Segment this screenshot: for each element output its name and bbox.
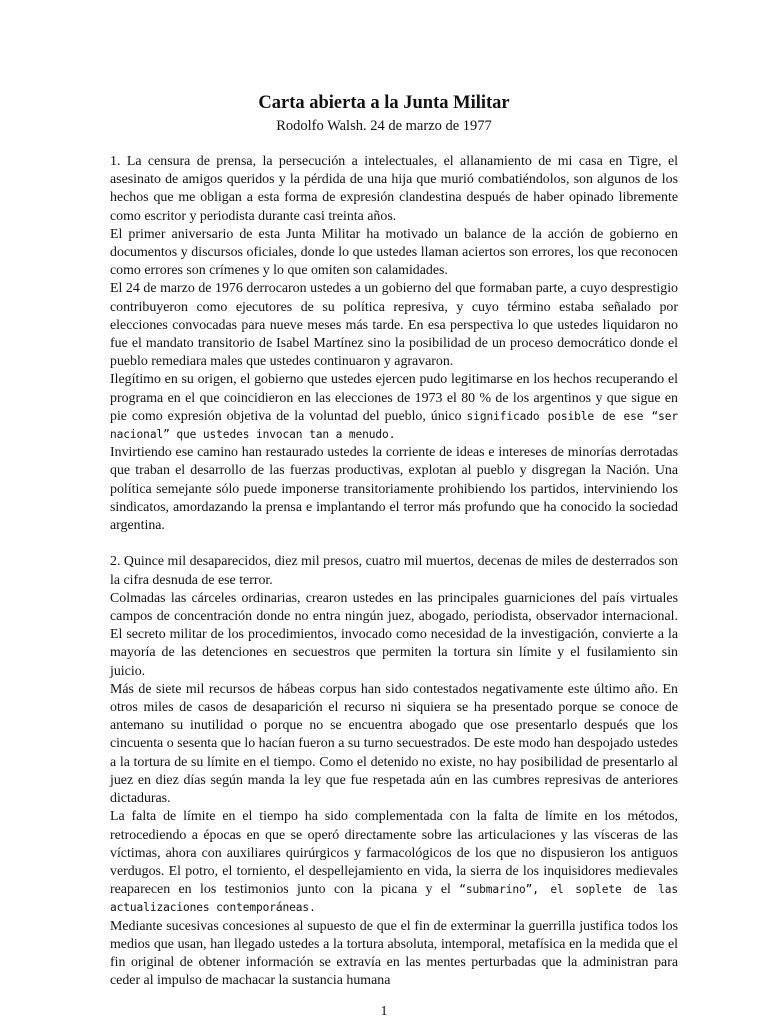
paragraph-4 <box>110 371 678 444</box>
paragraph-5: Invirtiendo ese camino han restaurado ustedes la corriente de ideas e intereses de minorías derrotadas que traban el desarrollo de las fuerzas productivas, explotan al pueblo y disgregan la Nación. Una política semejante sólo puede imponerse transitoriamente prohibiendo los partidos, interviniendo los sindicatos, amordazando la prensa e implantando el terror más profundo que ha conocido la sociedad argentina. <box>110 445 678 534</box>
document-subtitle: Rodolfo Walsh. 24 de marzo de 1977 <box>276 118 492 134</box>
paragraph-6: 2. Quince mil desaparecidos, diez mil presos, cuatro mil muertos, decenas de miles de desterrados son la cifra desnuda de ese terror. <box>110 554 678 588</box>
paragraph-3: El 24 de marzo de 1976 derrocaron ustedes a un gobierno del que formaban parte, a cuyo desprestigio contribuyeron como ejecutores de su política represiva, y cuyo término estaba señalado por elecciones convocadas para nueve meses más tarde. En esa perspectiva lo que ustedes liquidaron no fue el mandato transitorio de Isabel Martínez sino la posibilidad de un proceso democrático donde el pueblo remediara males que ustedes continuaron y agravaron. <box>110 281 678 370</box>
document-title: Carta abierta a la Junta Militar <box>258 93 510 113</box>
paragraph-9-text: La falta de límite en el tiempo ha sido complementada con la falta de límite en los métodos, retrocediendo a épocas en que se operó directamente sobre las articulaciones y las vísceras de las víctimas, ahora con auxiliares quirúrgicos y farmacológicos de los que no dispusieron los antiguos verdugos. El potro, el torniento, el despellejamiento en vida, la sierra de los inquisidores medievales reaparecen en los testimonios junto con la picana y el <box>110 809 678 898</box>
paragraph-2: El primer aniversario de esta Junta Militar ha motivado un balance de la acción de gobierno en documentos y discursos oficiales, donde lo que ustedes llaman aciertos son errores, los que reconocen como errores son crímenes y lo que omiten son calamidades. <box>110 226 678 279</box>
paragraph-7: Colmadas las cárceles ordinarias, crearon ustedes en las principales guarniciones del país virtuales campos de concentración donde no entra ningún juez, abogado, periodista, observador internacional. El secreto militar de los procedimientos, invocado como necesidad de la investigación, convierte a la mayoría de las detenciones en secuestros que permiten la tortura sin límite y el fusilamiento sin juicio. <box>110 590 678 679</box>
paragraph-10: Mediante sucesivas concesiones al supuesto de que el fin de exterminar la guerrilla justifica todos los medios que usan, han llegado ustedes a la tortura absoluta, intemporal, metafísica en la medida que el fin original de obtener información se extravía en las mentes perturbadas que la administran para ceder al impulso de machacar la sustancia humana <box>110 918 678 989</box>
paragraph-1: 1. La censura de prensa, la persecución a intelectuales, el allanamiento de mi casa en Tigre, el asesinato de amigos queridos y la pérdida de una hija que murió combatiéndolos, son algunos de los hechos que me obligan a esta forma de expresión clandestina después de haber opinado libremente como escritor y periodista durante casi treinta años. <box>110 154 678 224</box>
page-number: 1 <box>380 1004 388 1019</box>
paragraph-9 <box>110 808 678 917</box>
paragraph-4-text: Ilegítimo en su origen, el gobierno que ustedes ejercen pudo legitimarse en los hechos recuperando el programa en el que coincidieron en las elecciones de 1973 el 80 % de los argentinos y que sigue en pie como expresión objetiva de la voluntad del pueblo, único <box>110 372 678 424</box>
document-body <box>110 153 678 990</box>
paragraph-8: Más de siete mil recursos de hábeas corpus han sido contestados negativamente este último año. En otros miles de casos de desaparición el recurso ni siquiera se ha presentado porque se conoce de antemano su inutilidad o porque no se encuentra abogado que ose presentarlo después que los cincuenta o sesenta que lo hacían fueron a su turno secuestrados. De este modo han despojado ustedes a la tortura de su límite en el tiempo. Como el detenido no existe, no hay posibilidad de presentarlo al juez en diez días según manda la ley que fue respetada aún en las cumbres represivas de anteriores dictaduras. <box>110 681 678 807</box>
section-gap <box>110 535 678 553</box>
paragraph-4-mono-line: significado posible de ese “ser nacional” que ustedes invocan tan a menudo. <box>110 409 678 442</box>
paragraph-9-mono-line: “submarino”, el soplete de las actualizaciones contemporáneas. <box>110 883 678 915</box>
